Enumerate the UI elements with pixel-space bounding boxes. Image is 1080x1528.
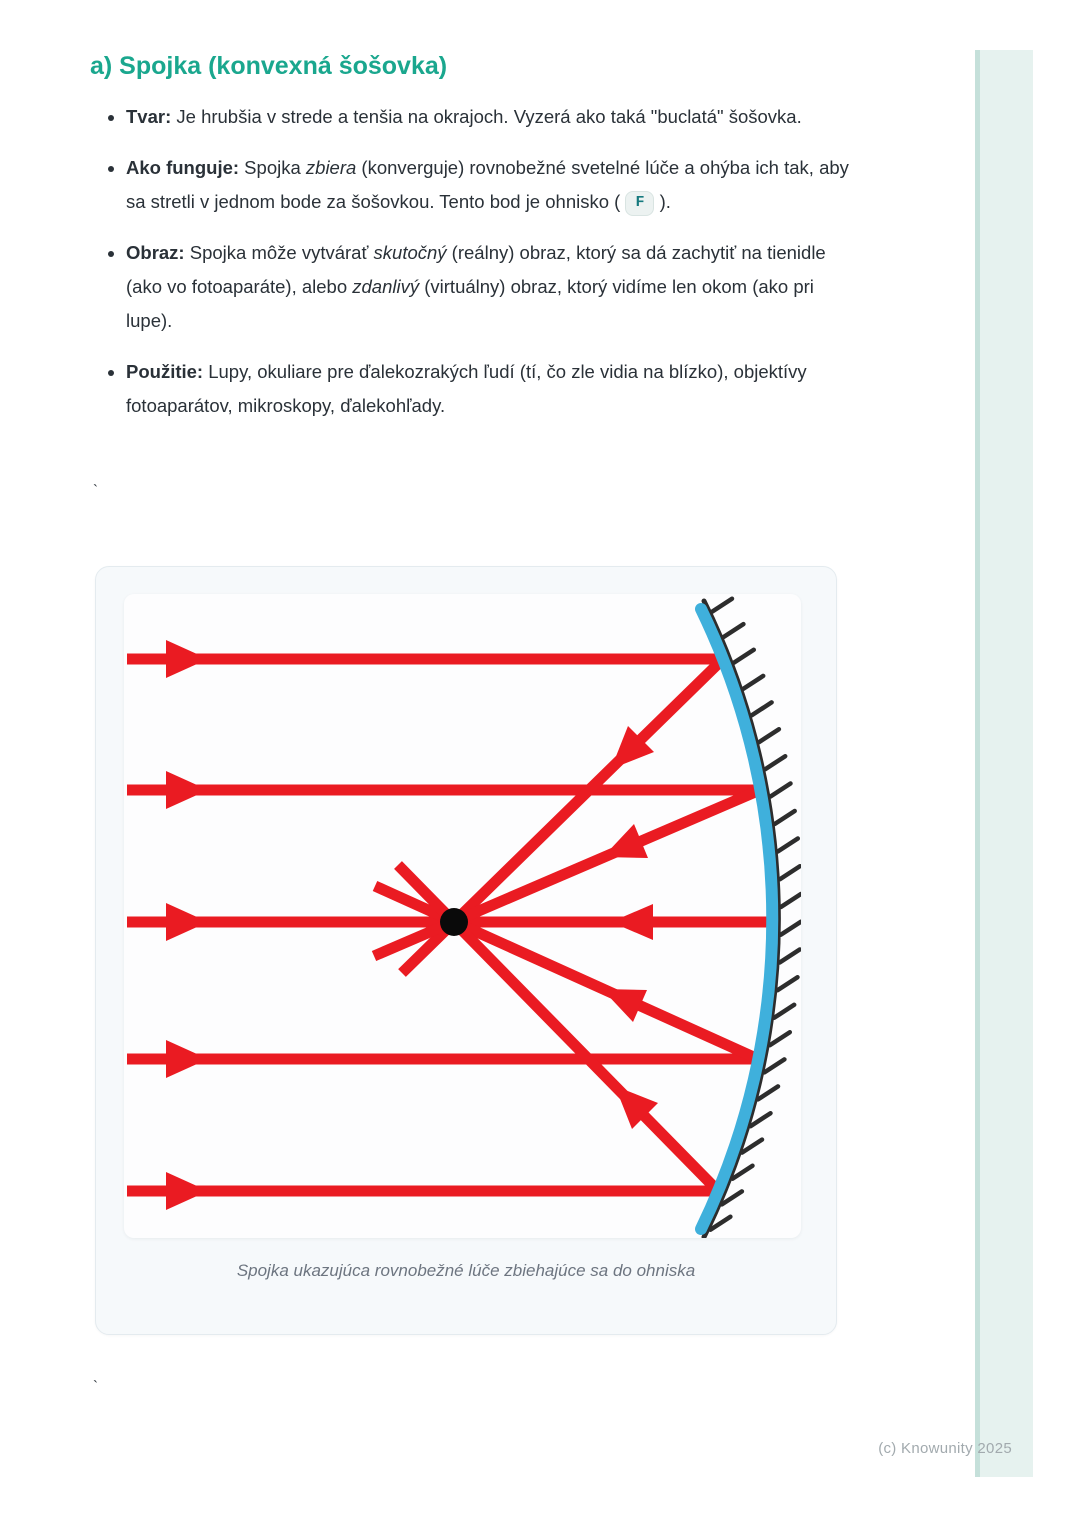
text-segment: (virtuálny) obraz, ktorý vidíme len okom (ako pri lupe). <box>126 276 814 332</box>
text-segment: zdanlivý <box>352 276 420 298</box>
mirror-hatch-mark <box>764 1059 784 1072</box>
mirror-hatch-mark <box>781 922 801 935</box>
mirror-hatch-mark <box>775 811 795 824</box>
text-segment: ). <box>654 191 671 213</box>
text-segment: (reálny) obraz, ktorý sa dá zachytiť na tienidle (ako vo fotoaparáte), alebo <box>126 242 826 298</box>
mirror-hatch-mark <box>780 950 800 963</box>
ray-diagram <box>124 594 801 1238</box>
copyright-footer: (c) Knowunity 2025 <box>878 1440 1012 1457</box>
figure-card <box>95 566 837 1335</box>
incoming-arrowhead <box>166 1040 208 1078</box>
reflected-arrowhead <box>611 904 653 940</box>
text-segment: Je hrubšia v strede a tenšia na okrajoch. Vyzerá ako taká "buclatá" šošovka. <box>171 106 802 127</box>
mirror-hatch-mark <box>758 1086 778 1099</box>
mirror-hatching <box>710 599 801 1230</box>
mirror-hatch-mark <box>723 624 743 637</box>
text-segment: Tvar: <box>126 106 172 127</box>
mirror-hatch-mark <box>780 866 800 879</box>
text-segment: Ako funguje: <box>126 157 240 179</box>
mirror-hatch-mark <box>752 702 772 715</box>
mirror-hatch-mark <box>712 599 732 612</box>
mirror-hatch-mark <box>765 756 785 769</box>
text-segment: Obraz: <box>126 242 185 264</box>
text-segment: Lupy, okuliare pre ďalekozrakých ľudí (tí, čo zle vidia na blízko), objektívy fotoaparátov, mikroskopy, ďalekohľady. <box>126 361 807 417</box>
figure-caption: Spojka ukazujúca rovnobežné lúče zbiehajúce sa do ohniska <box>236 1261 696 1280</box>
page-margin-strip <box>975 50 1033 1477</box>
stray-backtick-top: ` <box>93 482 98 499</box>
mirror-hatch-mark <box>778 977 798 990</box>
incoming-arrowhead <box>166 640 208 678</box>
text-segment: Použitie: <box>126 361 204 383</box>
bullet-item <box>126 355 850 423</box>
incoming-arrowhead <box>166 771 208 809</box>
bullet-list <box>92 100 850 440</box>
text-segment: (konverguje) rovnobežné svetelné lúče a ohýba ich tak, aby sa stretli v jednom bode za šošovkou. Tento bod je ohnisko ( <box>126 157 849 213</box>
mirror-hatch-mark <box>771 784 791 797</box>
text-segment: skutočný <box>373 242 447 264</box>
mirror-hatch-mark <box>759 729 779 742</box>
mirror-hatch-mark <box>734 650 754 663</box>
focal-point-dot <box>440 908 468 936</box>
bullet-item <box>126 151 850 219</box>
mirror-hatch-mark <box>781 894 801 907</box>
bullet-item <box>126 100 850 134</box>
stray-backtick-bottom: ` <box>93 1378 98 1395</box>
mirror-hatch-mark <box>743 676 763 689</box>
bullet-item <box>126 236 850 338</box>
text-segment: zbiera <box>305 157 357 179</box>
mirror-hatch-mark <box>778 839 798 852</box>
focus-point-badge: F <box>625 191 654 216</box>
incoming-arrowhead <box>166 1172 208 1210</box>
text-segment: Spojka môže vytvárať <box>184 242 374 264</box>
text-segment: Spojka <box>239 157 306 179</box>
diagram-panel <box>124 594 801 1238</box>
mirror-hatch-mark <box>774 1005 794 1018</box>
section-heading: a) Spojka (konvexná šošovka) <box>90 52 448 80</box>
mirror-hatch-mark <box>770 1032 790 1045</box>
incoming-arrowhead <box>166 903 208 941</box>
